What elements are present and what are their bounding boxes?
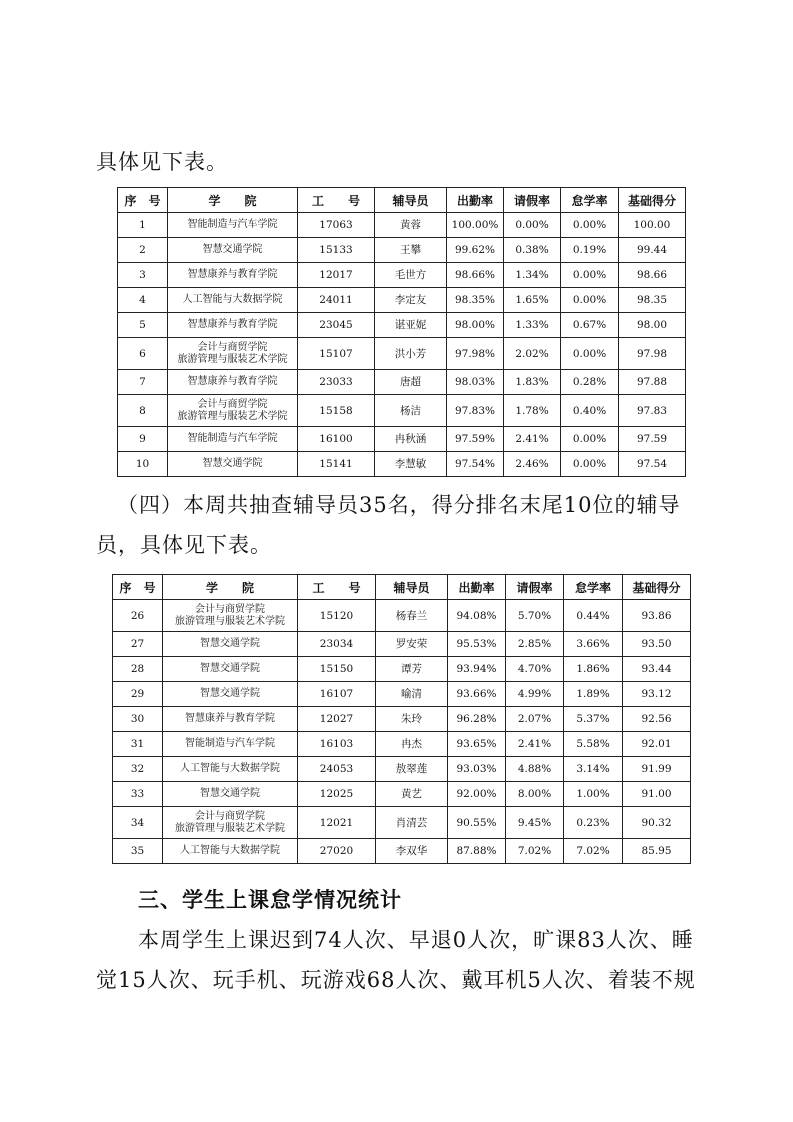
cell-attendance: 99.62% — [447, 238, 504, 263]
cell-score: 93.86 — [623, 600, 691, 632]
cell-score: 91.00 — [623, 782, 691, 807]
college-name: 会计与商贸学院 — [195, 603, 265, 615]
header-no: 序 号 — [118, 188, 168, 213]
cell-counselor: 罗安荣 — [376, 632, 448, 657]
cell-counselor: 李定友 — [375, 288, 447, 313]
cell-no: 3 — [118, 263, 168, 288]
college-name: 智慧康养与教育学院 — [185, 713, 275, 724]
cell-id: 17063 — [298, 213, 375, 238]
table-row — [118, 238, 686, 263]
cell-leave: 5.70% — [506, 600, 564, 632]
cell-college — [168, 338, 298, 370]
cell-leave: 1.33% — [504, 313, 561, 338]
cell-leave: 7.02% — [506, 839, 564, 864]
header-truancy: 怠学率 — [564, 575, 623, 600]
cell-leave: 4.70% — [506, 657, 564, 682]
college-name: 智慧交通学院 — [202, 458, 263, 469]
cell-no: 2 — [118, 238, 168, 263]
cell-score: 93.50 — [623, 632, 691, 657]
cell-no: 33 — [113, 782, 163, 807]
cell-truancy: 0.44% — [564, 600, 623, 632]
header-counselor: 辅导员 — [376, 575, 448, 600]
cell-counselor: 杨洁 — [375, 395, 447, 427]
cell-id: 23034 — [298, 632, 376, 657]
table-row — [118, 288, 686, 313]
cell-counselor: 黄蓉 — [375, 213, 447, 238]
cell-college — [163, 782, 298, 807]
cell-score: 91.99 — [623, 757, 691, 782]
cell-id: 24011 — [298, 288, 375, 313]
cell-attendance: 98.00% — [447, 313, 504, 338]
cell-leave: 2.07% — [506, 707, 564, 732]
cell-college — [168, 263, 298, 288]
cell-attendance: 87.88% — [448, 839, 506, 864]
table-row — [118, 338, 686, 370]
cell-attendance: 90.55% — [448, 807, 506, 839]
cell-truancy: 3.14% — [564, 757, 623, 782]
table-header-row — [118, 188, 686, 213]
header-id: 工 号 — [298, 188, 375, 213]
college-name: 智能制造与汽车学院 — [185, 738, 275, 749]
cell-score: 98.00 — [619, 313, 686, 338]
header-college: 学 院 — [168, 188, 298, 213]
cell-college — [163, 632, 298, 657]
cell-counselor: 毛世方 — [375, 263, 447, 288]
cell-counselor: 敖翠莲 — [376, 757, 448, 782]
cell-attendance: 97.83% — [447, 395, 504, 427]
table-row — [113, 757, 691, 782]
cell-truancy: 0.00% — [561, 213, 619, 238]
cell-id: 16100 — [298, 427, 375, 452]
table-header-row — [113, 575, 691, 600]
cell-truancy: 0.00% — [561, 288, 619, 313]
cell-college — [163, 707, 298, 732]
cell-score: 98.66 — [619, 263, 686, 288]
cell-truancy: 0.00% — [561, 452, 619, 477]
cell-no: 26 — [113, 600, 163, 632]
cell-college — [168, 313, 298, 338]
cell-attendance: 94.08% — [448, 600, 506, 632]
cell-leave: 4.99% — [506, 682, 564, 707]
cell-leave: 0.38% — [504, 238, 561, 263]
cell-truancy: 0.00% — [561, 263, 619, 288]
table-row — [113, 782, 691, 807]
cell-no: 32 — [113, 757, 163, 782]
table-row — [113, 807, 691, 839]
cell-leave: 1.65% — [504, 288, 561, 313]
cell-counselor: 黄艺 — [376, 782, 448, 807]
intro-line: 具体见下表。 — [96, 150, 228, 174]
college-name: 智慧康养与教育学院 — [187, 269, 278, 280]
cell-no: 29 — [113, 682, 163, 707]
cell-leave: 4.88% — [506, 757, 564, 782]
college-name: 智慧康养与教育学院 — [187, 376, 278, 387]
cell-leave: 2.41% — [506, 732, 564, 757]
cell-college — [163, 657, 298, 682]
table-row — [113, 600, 691, 632]
bottom-ten-table — [112, 574, 691, 864]
cell-score: 92.56 — [623, 707, 691, 732]
cell-id: 15133 — [298, 238, 375, 263]
table-row — [118, 395, 686, 427]
header-college: 学 院 — [163, 575, 298, 600]
header-attendance: 出勤率 — [448, 575, 506, 600]
header-no: 序 号 — [113, 575, 163, 600]
cell-counselor: 王攀 — [375, 238, 447, 263]
cell-counselor: 朱玲 — [376, 707, 448, 732]
cell-id: 15158 — [298, 395, 375, 427]
college-name: 旅游管理与服装艺术学院 — [175, 615, 285, 627]
cell-truancy: 0.00% — [561, 427, 619, 452]
header-counselor: 辅导员 — [375, 188, 447, 213]
header-attendance: 出勤率 — [447, 188, 504, 213]
college-name: 旅游管理与服装艺术学院 — [177, 353, 288, 365]
cell-college — [163, 600, 298, 632]
cell-id: 23033 — [298, 370, 375, 395]
cell-truancy: 0.23% — [564, 807, 623, 839]
cell-id: 16107 — [298, 682, 376, 707]
cell-truancy: 0.00% — [561, 338, 619, 370]
cell-no: 35 — [113, 839, 163, 864]
section3-heading: 三、学生上课怠学情况统计 — [138, 887, 402, 912]
college-name: 旅游管理与服装艺术学院 — [177, 410, 288, 422]
college-name: 智慧交通学院 — [200, 688, 260, 699]
cell-no: 8 — [118, 395, 168, 427]
cell-id: 15141 — [298, 452, 375, 477]
cell-score: 97.88 — [619, 370, 686, 395]
cell-attendance: 98.35% — [447, 288, 504, 313]
header-leave: 请假率 — [504, 188, 561, 213]
college-name: 人工智能与大数据学院 — [180, 763, 280, 774]
table-row — [113, 839, 691, 864]
cell-college — [163, 682, 298, 707]
college-name: 智能制造与汽车学院 — [187, 219, 278, 230]
cell-truancy: 7.02% — [564, 839, 623, 864]
cell-counselor: 杨春兰 — [376, 600, 448, 632]
cell-leave: 8.00% — [506, 782, 564, 807]
section3-paragraph: 本周学生上课迟到74人次、早退0人次，旷课83人次、睡觉15人次、玩手机、玩游戏68人次、戴耳机5人次、着装不规 — [96, 928, 696, 992]
cell-truancy: 5.37% — [564, 707, 623, 732]
header-leave: 请假率 — [506, 575, 564, 600]
cell-no: 10 — [118, 452, 168, 477]
cell-id: 24053 — [298, 757, 376, 782]
cell-score: 100.00 — [619, 213, 686, 238]
cell-college — [163, 757, 298, 782]
cell-leave: 1.78% — [504, 395, 561, 427]
cell-counselor: 冉杰 — [376, 732, 448, 757]
cell-no: 30 — [113, 707, 163, 732]
table-row — [113, 657, 691, 682]
cell-score: 97.83 — [619, 395, 686, 427]
section4-paragraph: （四）本周共抽查辅导员35名，得分排名末尾10位的辅导员，具体见下表。 — [96, 493, 681, 557]
cell-attendance: 93.65% — [448, 732, 506, 757]
cell-score: 93.12 — [623, 682, 691, 707]
table-row — [113, 707, 691, 732]
cell-attendance: 98.03% — [447, 370, 504, 395]
cell-id: 12025 — [298, 782, 376, 807]
cell-score: 99.44 — [619, 238, 686, 263]
cell-score: 98.35 — [619, 288, 686, 313]
cell-college — [168, 427, 298, 452]
cell-id: 12027 — [298, 707, 376, 732]
table-row — [118, 370, 686, 395]
cell-id: 15150 — [298, 657, 376, 682]
cell-no: 31 — [113, 732, 163, 757]
cell-college — [168, 395, 298, 427]
cell-leave: 2.02% — [504, 338, 561, 370]
cell-counselor: 洪小芳 — [375, 338, 447, 370]
table-row — [118, 263, 686, 288]
cell-leave: 1.34% — [504, 263, 561, 288]
cell-attendance: 97.98% — [447, 338, 504, 370]
cell-no: 7 — [118, 370, 168, 395]
cell-no: 1 — [118, 213, 168, 238]
cell-score: 90.32 — [623, 807, 691, 839]
cell-leave: 2.41% — [504, 427, 561, 452]
cell-truancy: 0.40% — [561, 395, 619, 427]
cell-no: 6 — [118, 338, 168, 370]
cell-score: 92.01 — [623, 732, 691, 757]
college-name: 会计与商贸学院 — [197, 398, 268, 410]
cell-score: 97.59 — [619, 427, 686, 452]
cell-leave: 2.85% — [506, 632, 564, 657]
cell-truancy: 5.58% — [564, 732, 623, 757]
cell-counselor: 李双华 — [376, 839, 448, 864]
cell-attendance: 93.94% — [448, 657, 506, 682]
cell-attendance: 97.59% — [447, 427, 504, 452]
cell-college — [168, 288, 298, 313]
college-name: 智慧交通学院 — [200, 788, 260, 799]
cell-college — [168, 238, 298, 263]
cell-id: 16103 — [298, 732, 376, 757]
cell-score: 85.95 — [623, 839, 691, 864]
cell-attendance: 97.54% — [447, 452, 504, 477]
cell-truancy: 3.66% — [564, 632, 623, 657]
cell-leave: 2.46% — [504, 452, 561, 477]
table-row — [118, 427, 686, 452]
cell-counselor: 唐超 — [375, 370, 447, 395]
college-name: 智慧交通学院 — [200, 663, 260, 674]
table-row — [113, 632, 691, 657]
cell-truancy: 1.89% — [564, 682, 623, 707]
cell-truancy: 0.67% — [561, 313, 619, 338]
cell-attendance: 92.00% — [448, 782, 506, 807]
table-row — [113, 682, 691, 707]
cell-counselor: 谌亚妮 — [375, 313, 447, 338]
table-row — [118, 213, 686, 238]
cell-leave: 0.00% — [504, 213, 561, 238]
cell-score: 97.98 — [619, 338, 686, 370]
header-score: 基础得分 — [623, 575, 691, 600]
table-row — [118, 452, 686, 477]
header-score: 基础得分 — [619, 188, 686, 213]
cell-truancy: 0.28% — [561, 370, 619, 395]
college-name: 会计与商贸学院 — [197, 341, 268, 353]
cell-leave: 9.45% — [506, 807, 564, 839]
cell-college — [163, 839, 298, 864]
header-truancy: 怠学率 — [561, 188, 619, 213]
cell-attendance: 96.28% — [448, 707, 506, 732]
cell-no: 34 — [113, 807, 163, 839]
cell-counselor: 冉秋涵 — [375, 427, 447, 452]
cell-id: 15120 — [298, 600, 376, 632]
cell-no: 9 — [118, 427, 168, 452]
cell-counselor: 李慧敏 — [375, 452, 447, 477]
cell-no: 4 — [118, 288, 168, 313]
college-name: 人工智能与大数据学院 — [182, 294, 283, 305]
table-row — [113, 732, 691, 757]
cell-truancy: 1.00% — [564, 782, 623, 807]
cell-id: 12021 — [298, 807, 376, 839]
college-name: 人工智能与大数据学院 — [180, 845, 280, 856]
cell-no: 27 — [113, 632, 163, 657]
cell-attendance: 93.03% — [448, 757, 506, 782]
top-ten-table — [117, 187, 686, 477]
table-row — [118, 313, 686, 338]
cell-id: 27020 — [298, 839, 376, 864]
cell-attendance: 93.66% — [448, 682, 506, 707]
cell-attendance: 100.00% — [447, 213, 504, 238]
cell-leave: 1.83% — [504, 370, 561, 395]
header-id: 工 号 — [298, 575, 376, 600]
cell-truancy: 0.19% — [561, 238, 619, 263]
cell-score: 97.54 — [619, 452, 686, 477]
cell-attendance: 95.53% — [448, 632, 506, 657]
cell-id: 15107 — [298, 338, 375, 370]
cell-college — [163, 807, 298, 839]
cell-counselor: 喻清 — [376, 682, 448, 707]
cell-counselor: 肖清芸 — [376, 807, 448, 839]
cell-truancy: 1.86% — [564, 657, 623, 682]
cell-score: 93.44 — [623, 657, 691, 682]
cell-id: 12017 — [298, 263, 375, 288]
college-name: 智慧交通学院 — [200, 638, 260, 649]
college-name: 智能制造与汽车学院 — [187, 433, 278, 444]
cell-college — [163, 732, 298, 757]
cell-college — [168, 370, 298, 395]
college-name: 智慧交通学院 — [202, 244, 263, 255]
college-name: 旅游管理与服装艺术学院 — [175, 822, 285, 834]
college-name: 智慧康养与教育学院 — [187, 319, 278, 330]
cell-college — [168, 452, 298, 477]
cell-id: 23045 — [298, 313, 375, 338]
cell-attendance: 98.66% — [447, 263, 504, 288]
cell-college — [168, 213, 298, 238]
cell-no: 5 — [118, 313, 168, 338]
cell-counselor: 谭芳 — [376, 657, 448, 682]
college-name: 会计与商贸学院 — [195, 810, 265, 822]
cell-no: 28 — [113, 657, 163, 682]
